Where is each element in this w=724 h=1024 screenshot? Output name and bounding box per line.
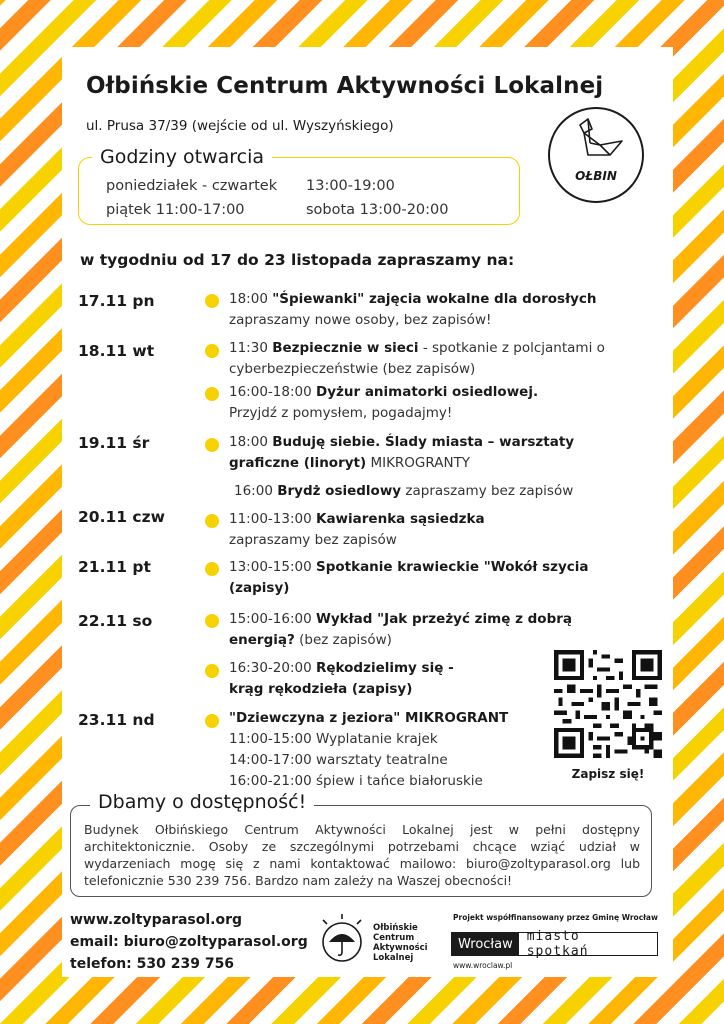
olbin-logo	[548, 107, 644, 203]
event-title: Rękodzielimy się - krąg rękodzieła (zapisy)	[229, 660, 454, 697]
day-label: 20.11 czw	[78, 508, 165, 526]
day-label: 18.11 wt	[78, 342, 155, 360]
cofinanced-text: Projekt współfinansowany przez Gminę Wrocław	[453, 913, 658, 922]
event-title: "Śpiewanki" zajęcia wokalne dla dorosłych	[272, 291, 597, 307]
accessibility-text: Budynek Ołbińskiego Centrum Aktywności Lokalnej jest w pełni dostępny architektonicznie. Osoby ze szczególnymi potrzebami chcące wziąć udział w wydarzeniach mogę się z nami kontaktować mailowo: biuro@zoltyparasol.org lub telefonicznie 530 239 756. Bardzo nam zależy na Waszej obecności!	[84, 822, 640, 888]
event-time: 11:30	[229, 340, 273, 356]
event-desc: zapraszamy bez zapisów	[401, 483, 574, 499]
hours-weekdays: poniedziałek - czwartek	[106, 178, 278, 194]
event-item	[229, 432, 612, 474]
event-desc: zapraszamy nowe osoby, bez zapisów!	[229, 312, 492, 328]
email-link[interactable]: email: biuro@zoltyparasol.org	[70, 934, 308, 950]
center-logo-text: Ołbińskie Centrum Aktywności Lokalnej	[373, 923, 428, 963]
event-item	[229, 557, 612, 599]
event-title: Wykład "Jak przeżyć zimę z dobrą energią?	[229, 611, 573, 648]
event-title: "Dziewczyna z jeziora" MIKROGRANT	[229, 710, 509, 726]
week-heading: w tygodniu od 17 do 23 listopada zapraszamy na:	[80, 251, 515, 269]
bullet-dot	[205, 714, 219, 728]
event-desc: MIKROGRANTY	[366, 455, 471, 471]
event-item	[234, 481, 617, 502]
hours-saturday: sobota 13:00-20:00	[306, 202, 449, 218]
origami-swan-icon	[550, 111, 642, 171]
event-title: Dyżur animatorki osiedlowej.	[315, 384, 539, 400]
wroclaw-label: Wrocław	[452, 933, 519, 955]
bullet-dot	[205, 614, 219, 628]
event-desc: - spotkanie z polcjantami o cyberbezpieczeństwie (bez zapisów)	[229, 340, 605, 377]
event-item	[229, 509, 612, 551]
wroclaw-url[interactable]: www.wroclaw.pl	[453, 961, 513, 970]
hours-friday: piątek 11:00-17:00	[106, 202, 245, 218]
event-item	[229, 658, 479, 700]
event-time: 13:00-15:00	[229, 559, 316, 575]
event-desc: zapraszamy bez zapisów	[229, 532, 397, 548]
event-time: 18:00	[229, 434, 273, 450]
bullet-dot	[205, 294, 219, 308]
day-label: 23.11 nd	[78, 711, 155, 729]
day-label: 19.11 śr	[78, 434, 150, 452]
opening-hours-title: Godziny otwarcia	[92, 146, 272, 168]
event-item	[229, 382, 612, 424]
day-label: 21.11 pt	[78, 558, 151, 576]
event-time: 15:00-16:00	[229, 611, 316, 627]
bullet-dot	[205, 562, 219, 576]
bullet-dot	[205, 387, 219, 401]
day-label: 17.11 pn	[78, 292, 155, 310]
event-time: 16:00	[234, 483, 278, 499]
poster-card	[62, 47, 673, 977]
event-line: 14:00-17:00 warsztaty teatralne	[229, 752, 448, 768]
wroclaw-logo	[451, 929, 658, 959]
event-title: Buduję siebie. Ślady miasta – warsztaty graficzne (linoryt)	[229, 434, 575, 471]
page-title: Ołbińskie Centrum Aktywności Lokalnej	[86, 73, 604, 99]
event-title: Kawiarenka sąsiedzka	[315, 511, 485, 527]
miasto-spotkan-label: miasto spotkań	[526, 929, 589, 959]
bullet-dot	[205, 344, 219, 358]
logo-text: OŁBIN	[575, 169, 617, 183]
event-time: 11:00-13:00	[229, 511, 316, 527]
event-line: 16:00-21:00 śpiew i tańce białoruskie	[229, 773, 483, 789]
day-label: 22.11 so	[78, 612, 153, 630]
event-item	[229, 289, 612, 331]
event-time: 18:00	[229, 291, 273, 307]
event-line: 11:00-15:00 Wyplatanie krajek	[229, 731, 438, 747]
event-title: Brydż osiedlowy	[277, 483, 402, 499]
event-item	[229, 708, 529, 792]
qr-label: Zapisz się!	[571, 767, 645, 781]
umbrella-icon	[317, 912, 367, 968]
event-time: 16:30-20:00	[229, 660, 316, 676]
event-time: 16:00-18:00	[229, 384, 316, 400]
accessibility-title: Dbamy o dostępność!	[90, 791, 314, 813]
event-item	[229, 609, 612, 651]
event-title: Bezpiecznie w sieci	[272, 340, 419, 356]
address: ul. Prusa 37/39 (wejście od ul. Wyszyńskiego)	[86, 118, 394, 134]
event-desc: Przyjdź z pomysłem, pogadajmy!	[229, 405, 453, 421]
event-title: Spotkanie krawieckie "Wokół szycia (zapisy)	[229, 559, 589, 596]
phone-number: telefon: 530 239 756	[70, 956, 235, 972]
website-link[interactable]: www.zoltyparasol.org	[70, 912, 243, 928]
event-desc: (bez zapisów)	[294, 632, 392, 648]
bullet-dot	[205, 514, 219, 528]
hours-weekdays-time: 13:00-19:00	[306, 178, 395, 194]
bullet-dot	[205, 664, 219, 678]
qr-code[interactable]	[554, 650, 662, 758]
bullet-dot	[205, 438, 219, 452]
event-item	[229, 338, 612, 380]
